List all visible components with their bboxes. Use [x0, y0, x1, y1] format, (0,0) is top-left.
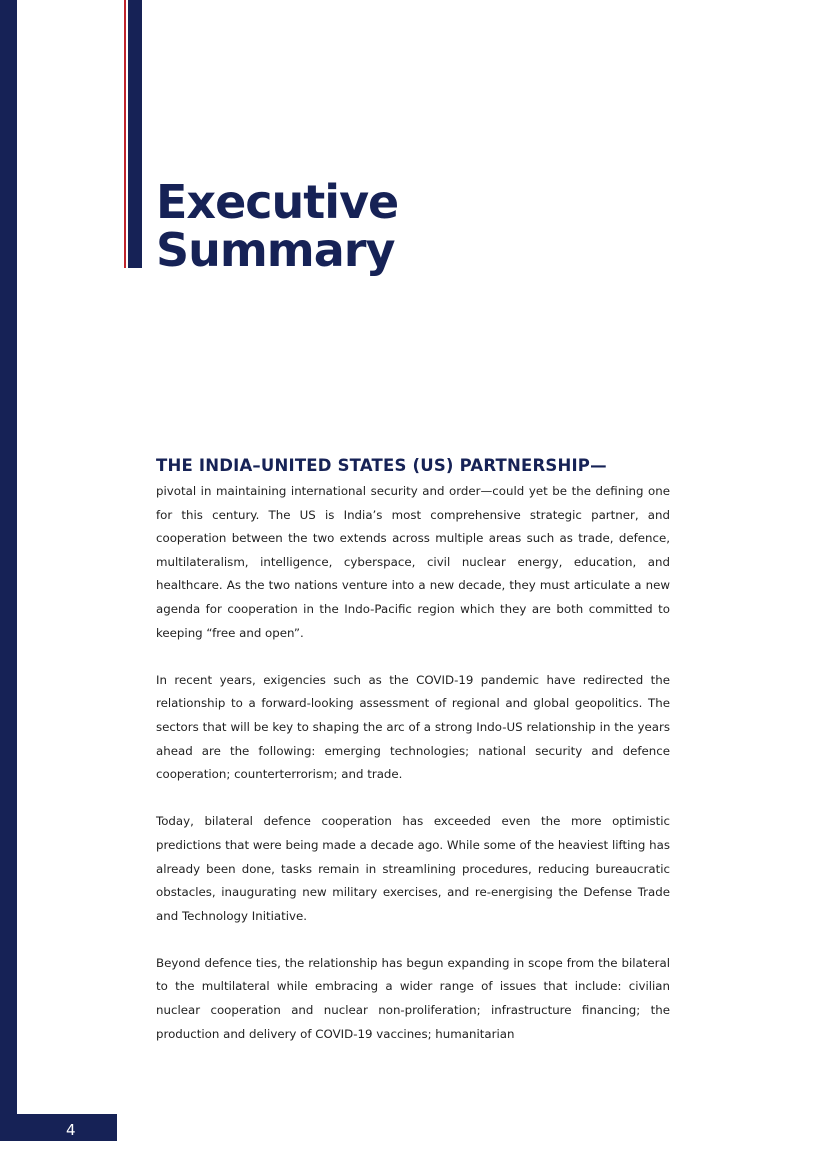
- page-title: [156, 175, 399, 277]
- left-sidebar-bar: [0, 0, 17, 1140]
- paragraph-1: pivotal in maintaining international security and order—could yet be the defining one for this century. The US is India’s most comprehensive strategic partner, and cooperation between the two extends across multiple areas such as trade, defence, multilateralism, intelligence, cyberspace, civil nuclear energy, education, and healthcare. As the two nations venture into a new decade, they must articulate a new agenda for cooperation in the Indo-Pacific region which they are both committed to keeping “free and open”.: [156, 484, 670, 640]
- title-line-1: Executive: [156, 175, 399, 229]
- navy-accent-bar: [128, 0, 142, 268]
- paragraph-2: In recent years, exigencies such as the COVID-19 pandemic have redirected the relationship to a forward-looking assessment of regional and global geopolitics. The sectors that will be key to shaping the arc of a strong Indo-US relationship in the years ahead are the following: emerging technologies; national security and defence cooperation; counterterrorism; and trade.: [156, 672, 670, 782]
- lead-heading: THE INDIA–UNITED STATES (US) PARTNERSHIP—: [156, 456, 607, 475]
- page-number: 4: [66, 1121, 76, 1139]
- paragraph-3: Today, bilateral defence cooperation has exceeded even the more optimistic predictions that were being made a decade ago. While some of the heaviest lifting has already been done, tasks remain in streamlining procedures, reducing bureaucratic obstacles, inaugurating new military exercises, and re-energising the Defense Trade and Technology Initiative.: [156, 814, 670, 923]
- paragraph-4: Beyond defence ties, the relationship has begun expanding in scope from the bilateral to the multilateral while embracing a wider range of issues that include: civilian nuclear cooperation and nuclear non-proliferation; infrastructure financing; the production and delivery of COVID-19 vaccines; humanitarian: [156, 955, 670, 1041]
- body-content: [156, 454, 670, 1046]
- title-line-2: Summary: [156, 223, 395, 277]
- red-accent-line: [124, 0, 126, 268]
- page-number-box: [0, 1114, 117, 1141]
